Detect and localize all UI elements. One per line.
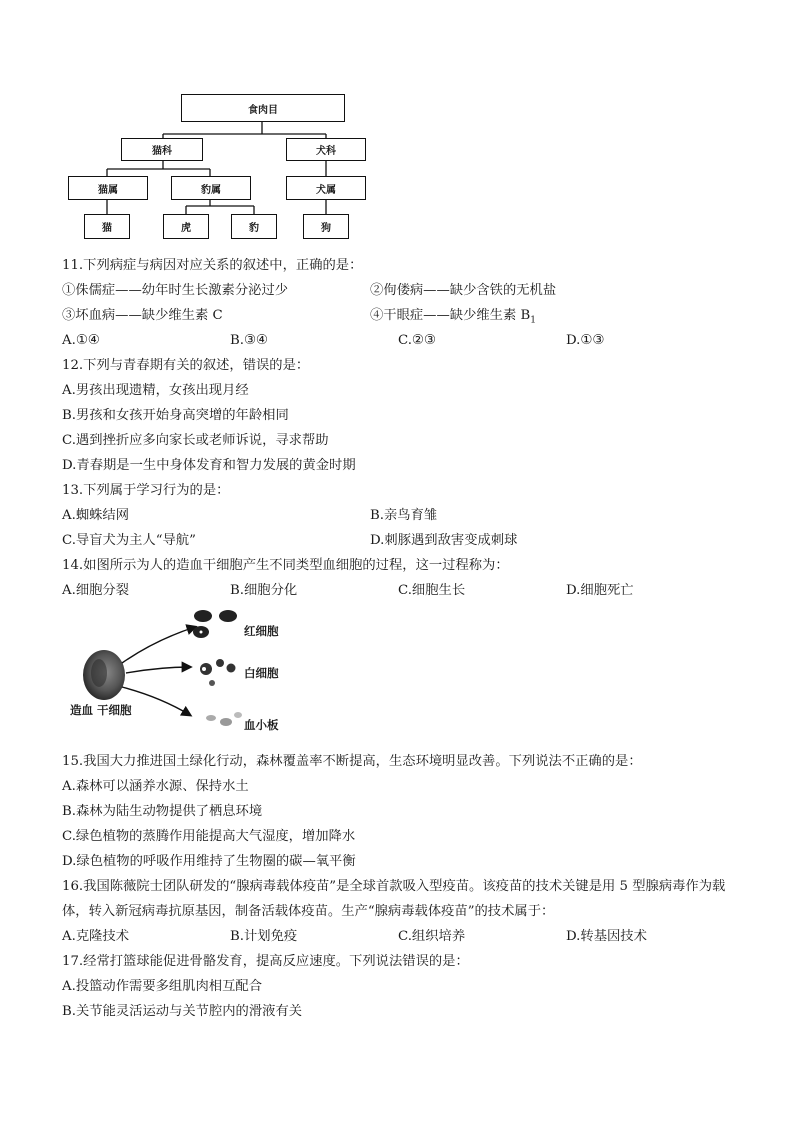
tree-node-species-cat: 猫 (84, 214, 130, 239)
q15-option-b: B.森林为陆生动物提供了栖息环境 (62, 804, 263, 819)
q13-option-c: C.导盲犬为主人“导航” (62, 533, 196, 548)
tree-node-species-tiger: 虎 (163, 214, 209, 239)
q13-option-d: D.刺豚遇到敌害变成刺球 (370, 533, 518, 548)
q11-option-c: C.②③ (398, 333, 436, 348)
q13-option-b: B.亲鸟育雏 (370, 508, 438, 523)
platelets (206, 712, 242, 726)
tree-node-genus-panthera: 豹属 (171, 176, 251, 200)
q14-option-b: B.细胞分化 (230, 583, 298, 598)
q14-option-d: D.细胞死亡 (566, 583, 634, 598)
label-red-blood-cell: 红细胞 (244, 624, 279, 638)
q13-option-a: A.蜘蛛结网 (62, 508, 130, 523)
q12-stem: 12.下列与青春期有关的叙述，错误的是： (62, 358, 310, 373)
q13-stem: 13.下列属于学习行为的是： (62, 483, 230, 498)
q16-option-a: A.克隆技术 (62, 929, 130, 944)
q11-stem: 11.下列病症与病因对应关系的叙述中，正确的是： (62, 258, 363, 273)
tree-node-family-dog: 犬科 (286, 138, 366, 161)
blood-cell-differentiation-figure (60, 605, 320, 745)
red-blood-cells (193, 610, 237, 638)
q11-item-4: ④干眼症——缺少维生素 $B_1$ (370, 308, 536, 326)
q11-item-3: ③坏血病——缺少维生素 C (62, 308, 223, 323)
q15-option-d: D.绿色植物的呼吸作用维持了生物圈的碳—氧平衡 (62, 854, 356, 869)
label-white-blood-cell: 白细胞 (244, 666, 279, 680)
q16-option-b: B.计划免疫 (230, 929, 298, 944)
label-platelet: 血小板 (244, 718, 279, 732)
q15-stem: 15.我国大力推进国土绿化行动，森林覆盖率不断提高，生态环境明显改善。下列说法不正确的是： (62, 754, 642, 769)
q12-option-d: D.青春期是一生中身体发育和智力发展的黄金时期 (62, 458, 356, 473)
q14-option-a: A.细胞分裂 (62, 583, 130, 598)
arrow-to-red-cell (122, 627, 195, 663)
label-stem-cell: 造血 干细胞 (70, 703, 132, 717)
tree-node-family-cat: 猫科 (121, 138, 203, 161)
q16-option-c: C.组织培养 (398, 929, 466, 944)
arrow-to-white-cell (126, 667, 190, 673)
white-blood-cells (200, 659, 236, 686)
q16-stem: 16.我国陈薇院士团队研发的“腺病毒载体疫苗”是全球首款吸入型疫苗。该疫苗的技术关键是用 5 型腺病毒作为载体，转入新冠病毒抗原基因，制备活载体疫苗。生产“腺病毒载体疫苗”的技术属于： (62, 879, 726, 919)
q12-option-a: A.男孩出现遗精，女孩出现月经 (62, 383, 249, 398)
q14-option-c: C.细胞生长 (398, 583, 466, 598)
q17-option-a: A.投篮动作需要多组肌肉相互配合 (62, 979, 262, 994)
q11-item-2: ②佝偻病——缺少含铁的无机盐 (370, 283, 557, 298)
q11-option-d: D.①③ (566, 333, 605, 348)
q11-item-4-subscript: 1 (530, 315, 536, 326)
q17-stem: 17.经常打篮球能促进骨骼发育，提高反应速度。下列说法错误的是： (62, 954, 469, 969)
classification-tree-connectors (0, 0, 794, 250)
q17-option-b: B.关节能灵活运动与关节腔内的滑液有关 (62, 1004, 303, 1019)
q16-option-d: D.转基因技术 (566, 929, 647, 944)
q11-option-b: B.③④ (230, 333, 268, 348)
tree-node-genus-felis: 猫属 (68, 176, 148, 200)
q14-stem: 14.如图所示为人的造血干细胞产生不同类型血细胞的过程，这一过程称为： (62, 558, 509, 573)
stem-cell-shape (83, 650, 125, 700)
arrow-to-platelet (122, 687, 190, 715)
tree-node-species-dog: 狗 (303, 214, 349, 239)
q15-option-a: A.森林可以涵养水源、保持水土 (62, 779, 249, 794)
tree-node-order: 食肉目 (181, 94, 345, 122)
tree-node-species-leopard: 豹 (231, 214, 277, 239)
tree-node-genus-canis: 犬属 (286, 176, 366, 200)
q15-option-c: C.绿色植物的蒸腾作用能提高大气湿度，增加降水 (62, 829, 356, 844)
q11-item-1: ①侏儒症——幼年时生长激素分泌过少 (62, 283, 289, 298)
q12-option-c: C.遇到挫折应多向家长或老师诉说，寻求帮助 (62, 433, 329, 448)
q11-option-a: A.①④ (62, 333, 100, 348)
q12-option-b: B.男孩和女孩开始身高突增的年龄相同 (62, 408, 289, 423)
